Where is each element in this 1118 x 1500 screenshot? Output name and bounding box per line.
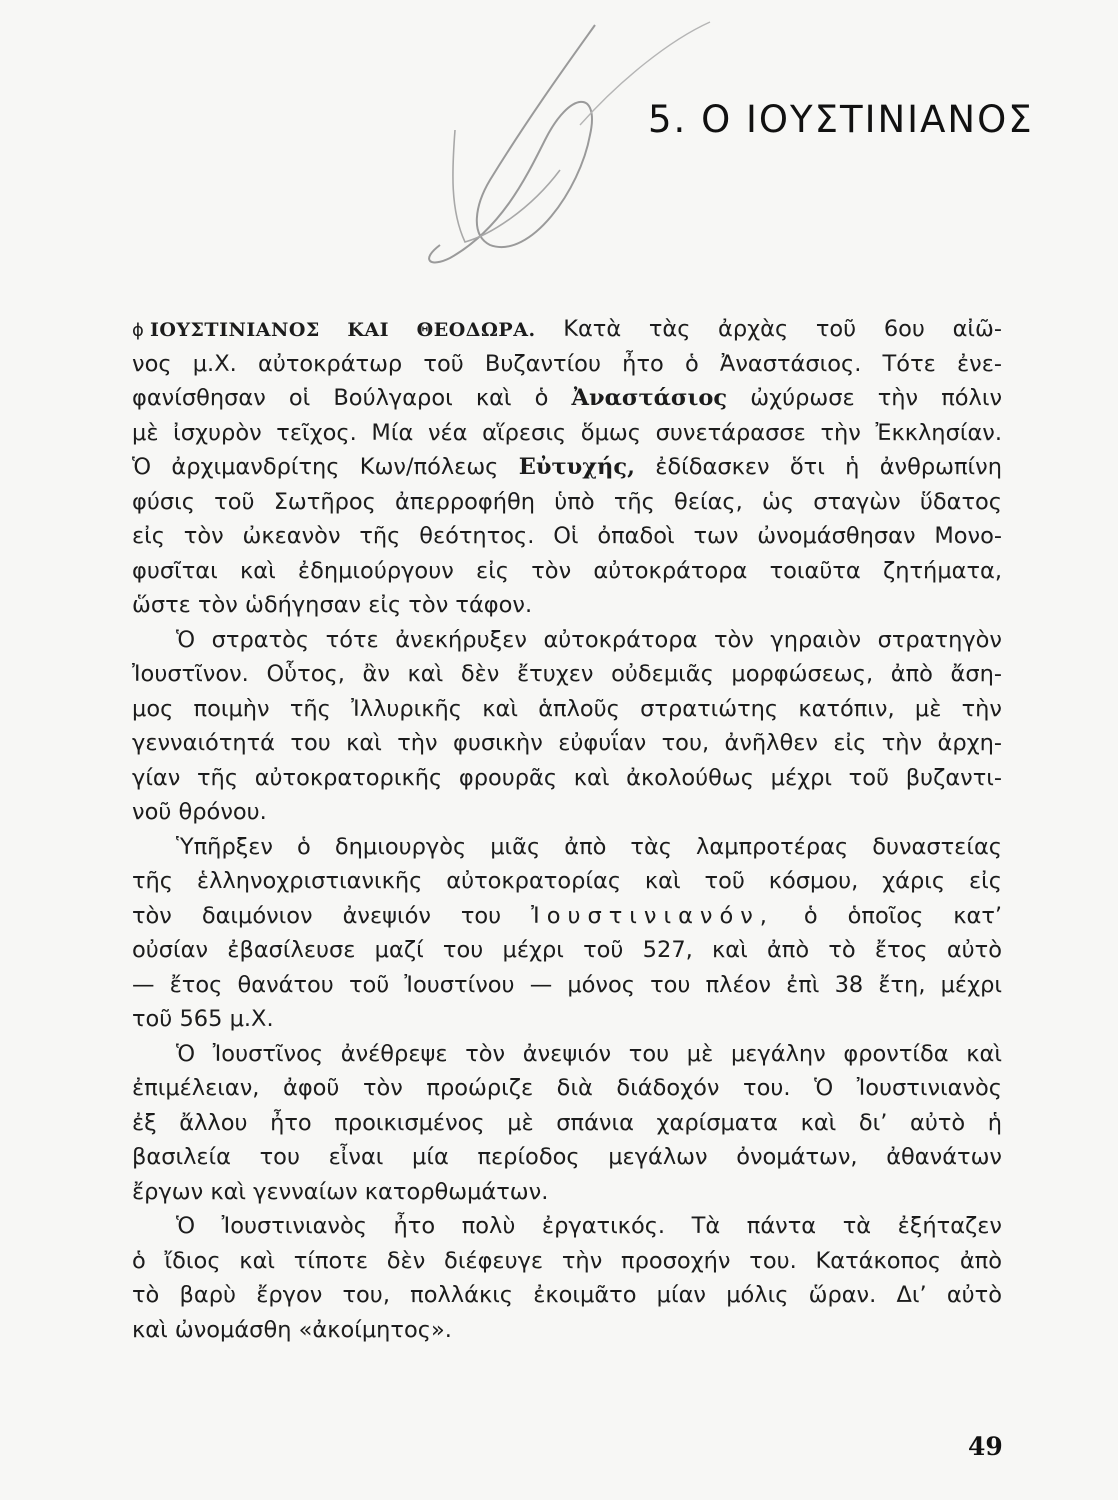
paragraph-1 xyxy=(132,312,1002,623)
text-line: γίαν τῆς αὐτοκρατορικῆς φρουρᾶς καὶ ἀκολούθως μέχρι τοῦ βυζαντι- xyxy=(132,764,1002,791)
text-line: βασιλεία του εἶναι μία περίοδος μεγάλων ὀνομάτων, ἀθανάτων xyxy=(132,1144,1002,1170)
text-line: νος μ.Χ. αὐτοκράτωρ τοῦ Βυζαντίου ἦτο ὁ Ἀναστάσιος. Τότε ἐνε- xyxy=(132,350,1002,377)
text-line: μὲ ἰσχυρὸν τεῖχος. Μία νέα αἵρεσις ὅμως συνετάρασσε τὴν Ἐκκλησίαν. xyxy=(132,419,1002,446)
text-line: καὶ ὠνομάσθη «ἀκοίμητος». xyxy=(132,1316,452,1343)
margin-mark-icon: ϕ xyxy=(132,320,144,341)
text-line: ὁ ἴδιος καὶ τίποτε δὲν διέφευγε τὴν προσοχήν του. Κατάκοπος ἀπὸ xyxy=(132,1247,1002,1274)
text-line: ὥστε τὸν ὡδήγησαν εἰς τὸν τάφον. xyxy=(132,592,533,618)
page-number: 49 xyxy=(968,1432,1003,1461)
chapter-title xyxy=(648,98,1034,141)
body-text xyxy=(132,312,1002,1347)
bold-name: Εὐτυχής, xyxy=(518,454,635,480)
paragraph-5 xyxy=(132,1209,1002,1347)
text-line: μος ποιμὴν τῆς Ἰλλυρικῆς καὶ ἁπλοῦς στρατιώτης κατόπιν, μὲ τὴν xyxy=(132,695,1002,722)
text-line: ἐξ ἄλλου ἦτο προικισμένος μὲ σπάνια χαρίσματα καὶ δι’ αὐτὸ ἡ xyxy=(132,1109,1002,1136)
text-line: ἐπιμέλειαν, ἀφοῦ τὸν προώριζε διὰ διάδοχόν του. Ὁ Ἰουστινιανὸς xyxy=(132,1075,1002,1101)
bold-name: Ἀναστάσιος xyxy=(571,385,728,411)
text-line: τὸν δαιμόνιον ἀνεψιόν του Ἰουστινιανόν, ὁ ὁποῖος κατ’ xyxy=(132,902,1003,929)
text-line: φυσῖται καὶ ἐδημιούργουν εἰς τὸν αὐτοκράτορα τοιαῦτα ζητήματα, xyxy=(132,557,1002,584)
text-line: οὐσίαν ἐβασίλευσε μαζί του μέχρι τοῦ 527, καὶ ἀπὸ τὸ ἔτος αὐτὸ xyxy=(132,937,1002,963)
text-line: γενναιότητά του καὶ τὴν φυσικὴν εὐφυΐαν του, ἀνῆλθεν εἰς τὴν ἀρχη- xyxy=(132,730,1002,756)
text-line: ϕ ΙΟΥΣΤΙΝΙΑΝΟΣ ΚΑΙ ΘΕΟΔΩΡΑ. Κατὰ τὰς ἀρχὰς τοῦ 6ου αἰῶ- xyxy=(132,312,1002,347)
text-line: Ὁ ἀρχιμανδρίτης Κων/πόλεως Εὐτυχής, ἐδίδασκεν ὅτι ἡ ἀνθρωπίνη xyxy=(132,454,1002,480)
spaced-name: Ἰουστινιανόν, xyxy=(531,902,774,929)
text-line: φανίσθησαν οἱ Βούλγαροι καὶ ὁ Ἀναστάσιος ὠχύρωσε τὴν πόλιν xyxy=(132,385,1003,411)
text-line: Ἰουστῖνον. Οὗτος, ἂν καὶ δὲν ἔτυχεν οὐδεμιᾶς μορφώσεως, ἀπὸ ἄση- xyxy=(132,661,1002,687)
chapter-title-text: Ο ΙΟΥΣΤΙΝΙΑΝΟΣ xyxy=(701,98,1034,141)
section-heading: ΙΟΥΣΤΙΝΙΑΝΟΣ ΚΑΙ ΘΕΟΔΩΡΑ. xyxy=(150,319,536,341)
text-line: τὸ βαρὺ ἔργον του, πολλάκις ἐκοιμᾶτο μίαν μόλις ὥραν. Δι’ αὐτὸ xyxy=(132,1282,1002,1308)
text-line: Ὁ στρατὸς τότε ἀνεκήρυξεν αὐτοκράτορα τὸν γηραιὸν στρατηγὸν xyxy=(176,626,1002,653)
text-line: ἔργων καὶ γενναίων κατορθωμάτων. xyxy=(132,1178,549,1205)
paragraph-3 xyxy=(132,830,1002,1037)
text-line: Ὁ Ἰουστῖνος ἀνέθρεψε τὸν ἀνεψιόν του μὲ μεγάλην φροντίδα καὶ xyxy=(176,1040,1002,1067)
text-line: τῆς ἑλληνοχριστιανικῆς αὐτοκρατορίας καὶ τοῦ κόσμου, χάρις εἰς xyxy=(132,868,1002,894)
text-line: νοῦ θρόνου. xyxy=(132,799,267,825)
text-line: Ὁ Ἰουστινιανὸς ἦτο πολὺ ἐργατικός. Τὰ πάντα τὰ ἐξήταζεν xyxy=(176,1213,1002,1239)
chapter-number: 5. xyxy=(648,98,688,141)
text-line: εἰς τὸν ὠκεανὸν τῆς θεότητος. Οἱ ὀπαδοὶ των ὠνομάσθησαν Μονο- xyxy=(132,523,1002,549)
paragraph-4 xyxy=(132,1037,1002,1210)
text-line: Ὑπῆρξεν ὁ δημιουργὸς μιᾶς ἀπὸ τὰς λαμπροτέρας δυναστείας xyxy=(176,833,1002,860)
paragraph-2 xyxy=(132,623,1002,830)
pencil-scribble-icon xyxy=(380,20,720,270)
text-line: φύσις τοῦ Σωτῆρος ἀπερροφήθη ὑπὸ τῆς θείας, ὡς σταγὼν ὕδατος xyxy=(132,488,1002,515)
text-line: — ἔτος θανάτου τοῦ Ἰουστίνου — μόνος του πλέον ἐπὶ 38 ἔτη, μέχρι xyxy=(132,971,1002,998)
text-line: τοῦ 565 μ.Χ. xyxy=(132,1006,274,1032)
